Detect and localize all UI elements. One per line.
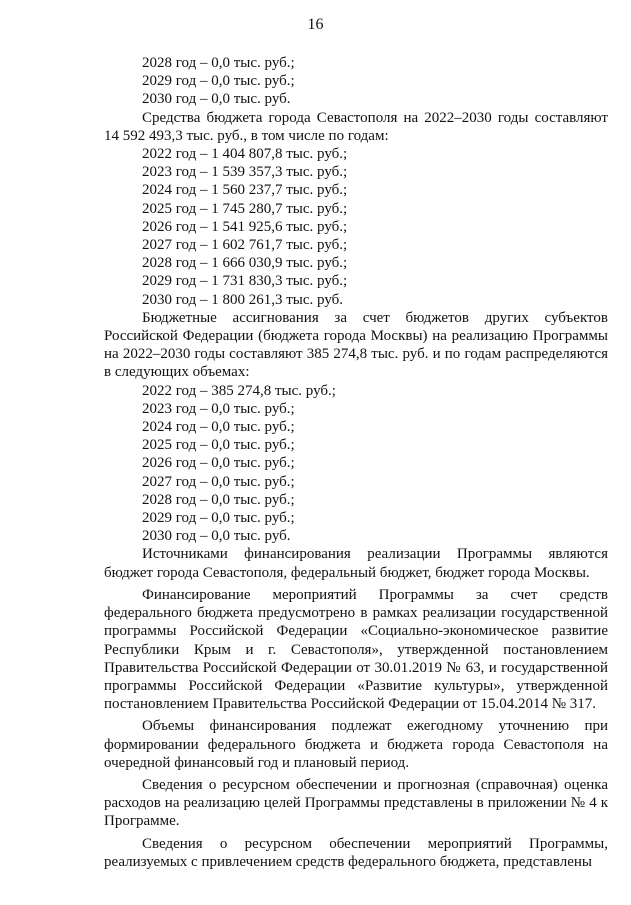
paragraph-federal-funding: Финансирование мероприятий Программы за счет средств федерального бюджета предусмотрено в рамках реализации государственной программы Российской Федерации «Социально-экономическое развитие Республики Крым и г. Севастополя», утвержденной постановлением Правительства Российской Федерации от 30.01.2019 № 63, и государственной программы Российской Федерации «Развитие культуры», утвержденной постановлением Правительства Российской Федерации от 15.04.2014 № 317. [104,586,608,713]
year-line: 2030 год – 1 800 261,3 тыс. руб. [142,291,344,308]
year-line: 2029 год – 1 731 830,3 тыс. руб.; [142,273,348,290]
year-line: 2030 год – 0,0 тыс. руб. [142,91,291,108]
paragraph-sevastopol-budget: Средства бюджета города Севастополя на 2022–2030 годы составляют 14 592 493,3 тыс. руб., в том числе по годам: [104,109,608,144]
year-line: 2024 год – 0,0 тыс. руб.; [142,419,295,436]
year-line: 2029 год – 0,0 тыс. руб.; [142,73,295,90]
year-line: 2027 год – 0,0 тыс. руб.; [142,473,295,490]
year-line: 2028 год – 1 666 030,9 тыс. руб.; [142,255,348,272]
year-line: 2026 год – 1 541 925,6 тыс. руб.; [142,218,348,235]
year-line: 2025 год – 1 745 280,7 тыс. руб.; [142,200,348,217]
year-line: 2024 год – 1 560 237,7 тыс. руб.; [142,182,348,199]
year-line: 2030 год – 0,0 тыс. руб. [142,528,291,545]
paragraph-funding-sources: Источниками финансирования реализации Программы являются бюджет города Севастополя, федеральный бюджет, бюджет города Москвы. [104,546,608,581]
page-number: 16 [307,16,324,33]
year-line: 2023 год – 1 539 357,3 тыс. руб.; [142,164,348,181]
year-line: 2022 год – 1 404 807,8 тыс. руб.; [142,146,348,163]
paragraph-funding-volumes: Объемы финансирования подлежат ежегодному уточнению при формировании федерального бюджета и бюджета города Севастополя на очередной финансовый год и плановый период. [104,718,608,771]
paragraph-moscow-budget: Бюджетные ассигнования за счет бюджетов других субъектов Российской Федерации (бюджета города Москвы) на реализацию Программы на 2022–2030 годы составляют 385 274,8 тыс. руб. и по годам распределяются в следующих объемах: [104,309,608,381]
year-line: 2025 год – 0,0 тыс. руб.; [142,437,295,454]
document-body [104,54,608,871]
year-line: 2023 год – 0,0 тыс. руб.; [142,400,295,417]
paragraph-events-info: Сведения о ресурсном обеспечении мероприятий Программы, реализуемых с привлечением средств федерального бюджета, представлены [104,835,608,870]
year-line: 2026 год – 0,0 тыс. руб.; [142,455,295,472]
year-line: 2029 год – 0,0 тыс. руб.; [142,510,295,527]
year-line: 2028 год – 0,0 тыс. руб.; [142,55,295,71]
year-line: 2022 год – 385 274,8 тыс. руб.; [142,382,336,399]
paragraph-resource-info: Сведения о ресурсном обеспечении и прогнозная (справочная) оценка расходов на реализацию целей Программы представлены в приложении № 4 к Программе. [104,776,608,830]
year-line: 2028 год – 0,0 тыс. руб.; [142,491,295,508]
year-line: 2027 год – 1 602 761,7 тыс. руб.; [142,237,348,254]
